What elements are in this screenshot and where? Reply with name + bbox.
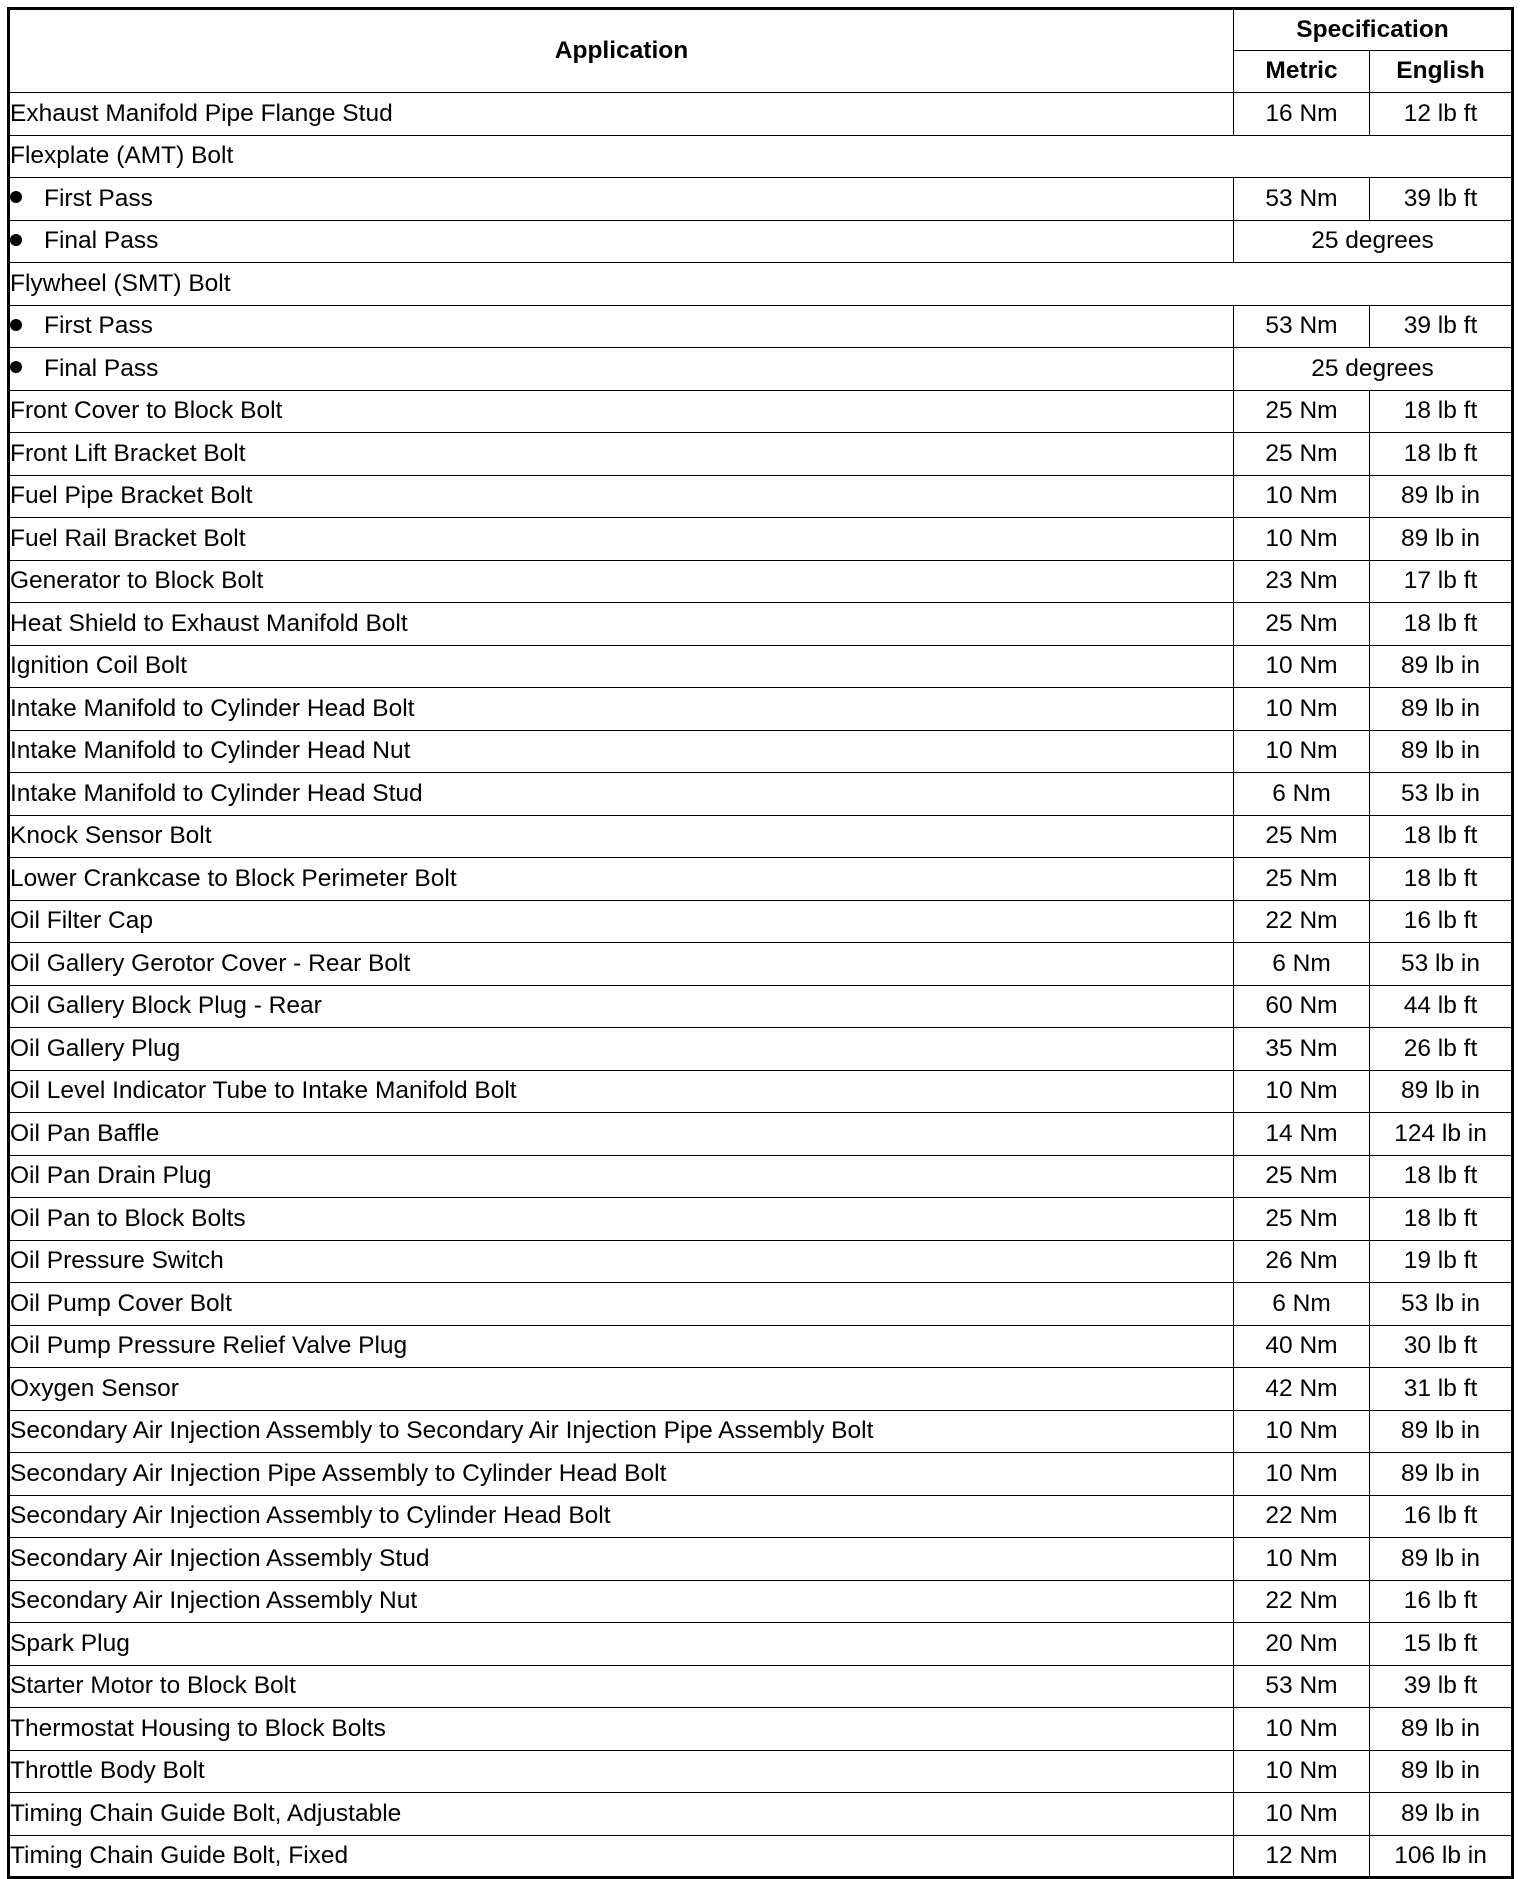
table-group-row bbox=[9, 263, 1513, 306]
application-cell bbox=[9, 1198, 1234, 1241]
application-label: Heat Shield to Exhaust Manifold Bolt bbox=[10, 609, 408, 637]
table-row bbox=[9, 1283, 1513, 1326]
metric-cell: 6 Nm bbox=[1234, 943, 1370, 986]
application-cell bbox=[9, 93, 1234, 136]
metric-cell: 14 Nm bbox=[1234, 1113, 1370, 1156]
english-cell: 30 lb ft bbox=[1370, 1325, 1513, 1368]
table-row bbox=[9, 433, 1513, 476]
english-cell: 53 lb in bbox=[1370, 773, 1513, 816]
specification-cell: 25 degrees bbox=[1234, 348, 1513, 391]
metric-cell: 10 Nm bbox=[1234, 1070, 1370, 1113]
table-row bbox=[9, 1835, 1513, 1878]
application-cell bbox=[9, 1368, 1234, 1411]
table-row bbox=[9, 688, 1513, 731]
application-label: Secondary Air Injection Assembly to Secondary Air Injection Pipe Assembly Bolt bbox=[10, 1417, 874, 1444]
application-label: Lower Crankcase to Block Perimeter Bolt bbox=[10, 864, 457, 892]
application-cell bbox=[9, 1835, 1234, 1878]
metric-cell: 25 Nm bbox=[1234, 815, 1370, 858]
application-cell bbox=[9, 560, 1234, 603]
application-label: Secondary Air Injection Assembly Nut bbox=[10, 1587, 418, 1614]
metric-cell: 10 Nm bbox=[1234, 518, 1370, 561]
specification-column-header: Specification bbox=[1234, 9, 1513, 51]
application-cell bbox=[9, 475, 1234, 518]
metric-cell: 25 Nm bbox=[1234, 858, 1370, 901]
application-cell bbox=[9, 773, 1234, 816]
table-row bbox=[9, 900, 1513, 943]
table-row bbox=[9, 220, 1513, 263]
bullet-icon bbox=[10, 319, 22, 331]
metric-cell: 53 Nm bbox=[1234, 178, 1370, 221]
application-label: Secondary Air Injection Assembly to Cylinder Head Bolt bbox=[10, 1502, 611, 1529]
english-cell: 18 lb ft bbox=[1370, 433, 1513, 476]
table-group-row bbox=[9, 135, 1513, 178]
application-label: Oil Pan to Block Bolts bbox=[10, 1204, 246, 1232]
table-row bbox=[9, 475, 1513, 518]
table-row bbox=[9, 1580, 1513, 1623]
table-row bbox=[9, 1240, 1513, 1283]
metric-cell: 22 Nm bbox=[1234, 900, 1370, 943]
english-cell: 18 lb ft bbox=[1370, 858, 1513, 901]
table-row bbox=[9, 1665, 1513, 1708]
application-cell bbox=[9, 390, 1234, 433]
application-cell: Flexplate (AMT) Bolt bbox=[9, 135, 1513, 178]
table-row bbox=[9, 730, 1513, 773]
application-label: Oil Gallery Block Plug - Rear bbox=[10, 992, 322, 1019]
metric-cell: 10 Nm bbox=[1234, 1708, 1370, 1751]
metric-cell: 35 Nm bbox=[1234, 1028, 1370, 1071]
metric-cell: 42 Nm bbox=[1234, 1368, 1370, 1411]
english-cell: 89 lb in bbox=[1370, 475, 1513, 518]
application-label: Oil Level Indicator Tube to Intake Manifold Bolt bbox=[10, 1077, 517, 1104]
application-label: Generator to Block Bolt bbox=[10, 567, 264, 594]
application-label: Fuel Pipe Bracket Bolt bbox=[10, 482, 253, 509]
english-cell: 53 lb in bbox=[1370, 943, 1513, 986]
english-cell: 18 lb ft bbox=[1370, 390, 1513, 433]
table-row bbox=[9, 348, 1513, 391]
application-cell bbox=[9, 730, 1234, 773]
english-cell: 39 lb ft bbox=[1370, 178, 1513, 221]
english-cell: 12 lb ft bbox=[1370, 93, 1513, 136]
table-row bbox=[9, 518, 1513, 561]
table-row bbox=[9, 93, 1513, 136]
metric-cell: 40 Nm bbox=[1234, 1325, 1370, 1368]
english-cell: 18 lb ft bbox=[1370, 1155, 1513, 1198]
metric-cell: 25 Nm bbox=[1234, 433, 1370, 476]
application-cell bbox=[9, 1665, 1234, 1708]
application-label: First Pass bbox=[44, 312, 153, 339]
metric-column-header: Metric bbox=[1234, 51, 1370, 93]
application-cell bbox=[9, 858, 1234, 901]
application-cell bbox=[9, 518, 1234, 561]
application-cell bbox=[9, 1580, 1234, 1623]
metric-cell: 10 Nm bbox=[1234, 1750, 1370, 1793]
bullet-icon bbox=[10, 361, 22, 373]
table-row bbox=[9, 1623, 1513, 1666]
application-column-header: Application bbox=[9, 9, 1234, 93]
application-cell bbox=[9, 1325, 1234, 1368]
application-cell bbox=[9, 688, 1234, 731]
table-row bbox=[9, 1113, 1513, 1156]
metric-cell: 25 Nm bbox=[1234, 603, 1370, 646]
english-cell: 18 lb ft bbox=[1370, 815, 1513, 858]
table-row bbox=[9, 1495, 1513, 1538]
application-label: Oil Gallery Plug bbox=[10, 1034, 181, 1062]
application-label: Throttle Body Bolt bbox=[10, 1757, 205, 1784]
metric-cell: 23 Nm bbox=[1234, 560, 1370, 603]
application-cell bbox=[9, 348, 1234, 391]
application-label: Oil Filter Cap bbox=[10, 907, 153, 934]
fastener-torque-specifications-table bbox=[7, 7, 1514, 1879]
english-cell: 31 lb ft bbox=[1370, 1368, 1513, 1411]
english-cell: 15 lb ft bbox=[1370, 1623, 1513, 1666]
table-row bbox=[9, 943, 1513, 986]
english-cell: 124 lb in bbox=[1370, 1113, 1513, 1156]
english-cell: 89 lb in bbox=[1370, 1070, 1513, 1113]
table-row bbox=[9, 305, 1513, 348]
application-cell: Flywheel (SMT) Bolt bbox=[9, 263, 1513, 306]
english-cell: 89 lb in bbox=[1370, 1410, 1513, 1453]
table-row bbox=[9, 603, 1513, 646]
english-cell: 53 lb in bbox=[1370, 1283, 1513, 1326]
table-row bbox=[9, 560, 1513, 603]
application-cell bbox=[9, 220, 1234, 263]
metric-cell: 60 Nm bbox=[1234, 985, 1370, 1028]
metric-cell: 6 Nm bbox=[1234, 1283, 1370, 1326]
english-cell: 26 lb ft bbox=[1370, 1028, 1513, 1071]
application-cell bbox=[9, 1410, 1234, 1453]
table-row bbox=[9, 1453, 1513, 1496]
application-label: Oil Pump Cover Bolt bbox=[10, 1289, 232, 1317]
bullet-icon bbox=[10, 191, 22, 203]
application-cell bbox=[9, 1240, 1234, 1283]
metric-cell: 53 Nm bbox=[1234, 305, 1370, 348]
metric-cell: 26 Nm bbox=[1234, 1240, 1370, 1283]
english-cell: 19 lb ft bbox=[1370, 1240, 1513, 1283]
application-label: Knock Sensor Bolt bbox=[10, 822, 212, 849]
metric-cell: 10 Nm bbox=[1234, 730, 1370, 773]
metric-cell: 10 Nm bbox=[1234, 475, 1370, 518]
metric-cell: 10 Nm bbox=[1234, 1793, 1370, 1836]
application-label: Intake Manifold to Cylinder Head Bolt bbox=[10, 694, 415, 722]
application-label: Front Lift Bracket Bolt bbox=[10, 439, 246, 467]
application-label: Exhaust Manifold Pipe Flange Stud bbox=[10, 99, 393, 127]
application-cell bbox=[9, 645, 1234, 688]
application-cell bbox=[9, 1453, 1234, 1496]
application-label: Spark Plug bbox=[10, 1629, 130, 1657]
application-label: Intake Manifold to Cylinder Head Nut bbox=[10, 737, 411, 764]
application-cell bbox=[9, 1623, 1234, 1666]
specification-cell: 25 degrees bbox=[1234, 220, 1513, 263]
metric-cell: 10 Nm bbox=[1234, 1453, 1370, 1496]
application-label: Final Pass bbox=[44, 227, 159, 254]
english-cell: 89 lb in bbox=[1370, 1708, 1513, 1751]
table-row bbox=[9, 1325, 1513, 1368]
english-cell: 39 lb ft bbox=[1370, 305, 1513, 348]
application-cell bbox=[9, 305, 1234, 348]
application-cell bbox=[9, 1708, 1234, 1751]
english-cell: 39 lb ft bbox=[1370, 1665, 1513, 1708]
table-body bbox=[9, 93, 1513, 1878]
application-cell bbox=[9, 1113, 1234, 1156]
application-label: Ignition Coil Bolt bbox=[10, 652, 188, 679]
application-label: Thermostat Housing to Block Bolts bbox=[10, 1714, 386, 1742]
application-label: Fuel Rail Bracket Bolt bbox=[10, 524, 246, 552]
table-row bbox=[9, 1708, 1513, 1751]
table-row bbox=[9, 1750, 1513, 1793]
metric-cell: 25 Nm bbox=[1234, 1198, 1370, 1241]
table-row bbox=[9, 1198, 1513, 1241]
english-cell: 17 lb ft bbox=[1370, 560, 1513, 603]
application-cell bbox=[9, 1538, 1234, 1581]
table-row bbox=[9, 773, 1513, 816]
metric-cell: 16 Nm bbox=[1234, 93, 1370, 136]
application-label: Oil Pressure Switch bbox=[10, 1247, 224, 1274]
table-row bbox=[9, 1070, 1513, 1113]
application-cell bbox=[9, 815, 1234, 858]
table-row bbox=[9, 1410, 1513, 1453]
application-cell bbox=[9, 1495, 1234, 1538]
application-cell bbox=[9, 603, 1234, 646]
bullet-icon bbox=[10, 234, 22, 246]
application-label: Oxygen Sensor bbox=[10, 1374, 179, 1402]
english-cell: 16 lb ft bbox=[1370, 1495, 1513, 1538]
metric-cell: 53 Nm bbox=[1234, 1665, 1370, 1708]
english-cell: 18 lb ft bbox=[1370, 1198, 1513, 1241]
metric-cell: 25 Nm bbox=[1234, 1155, 1370, 1198]
table-row bbox=[9, 1028, 1513, 1071]
table-row bbox=[9, 1793, 1513, 1836]
metric-cell: 10 Nm bbox=[1234, 688, 1370, 731]
application-label: Intake Manifold to Cylinder Head Stud bbox=[10, 779, 423, 807]
english-cell: 89 lb in bbox=[1370, 688, 1513, 731]
application-cell bbox=[9, 178, 1234, 221]
application-label: Oil Gallery Gerotor Cover - Rear Bolt bbox=[10, 949, 411, 977]
application-cell bbox=[9, 900, 1234, 943]
table-row bbox=[9, 645, 1513, 688]
application-cell bbox=[9, 943, 1234, 986]
english-cell: 18 lb ft bbox=[1370, 603, 1513, 646]
metric-cell: 10 Nm bbox=[1234, 1538, 1370, 1581]
application-cell bbox=[9, 1750, 1234, 1793]
application-cell bbox=[9, 1155, 1234, 1198]
application-label: Timing Chain Guide Bolt, Fixed bbox=[10, 1841, 349, 1869]
application-label: Oil Pan Baffle bbox=[10, 1119, 160, 1147]
english-cell: 16 lb ft bbox=[1370, 900, 1513, 943]
table-header bbox=[9, 9, 1513, 93]
english-cell: 16 lb ft bbox=[1370, 1580, 1513, 1623]
metric-cell: 25 Nm bbox=[1234, 390, 1370, 433]
table-row bbox=[9, 178, 1513, 221]
application-label: Starter Motor to Block Bolt bbox=[10, 1672, 296, 1699]
english-cell: 89 lb in bbox=[1370, 730, 1513, 773]
english-cell: 89 lb in bbox=[1370, 1750, 1513, 1793]
application-cell bbox=[9, 1793, 1234, 1836]
english-column-header: English bbox=[1370, 51, 1513, 93]
application-cell bbox=[9, 1283, 1234, 1326]
metric-cell: 22 Nm bbox=[1234, 1495, 1370, 1538]
application-cell bbox=[9, 1028, 1234, 1071]
application-label: Secondary Air Injection Pipe Assembly to Cylinder Head Bolt bbox=[10, 1459, 667, 1487]
application-label: Oil Pump Pressure Relief Valve Plug bbox=[10, 1332, 408, 1359]
application-label: Oil Pan Drain Plug bbox=[10, 1162, 212, 1189]
application-cell bbox=[9, 433, 1234, 476]
metric-cell: 6 Nm bbox=[1234, 773, 1370, 816]
table-row bbox=[9, 390, 1513, 433]
metric-cell: 10 Nm bbox=[1234, 645, 1370, 688]
english-cell: 89 lb in bbox=[1370, 1793, 1513, 1836]
table-row bbox=[9, 985, 1513, 1028]
english-cell: 89 lb in bbox=[1370, 1453, 1513, 1496]
metric-cell: 22 Nm bbox=[1234, 1580, 1370, 1623]
english-cell: 89 lb in bbox=[1370, 1538, 1513, 1581]
english-cell: 89 lb in bbox=[1370, 518, 1513, 561]
application-label: First Pass bbox=[44, 184, 153, 212]
table-row bbox=[9, 1538, 1513, 1581]
english-cell: 106 lb in bbox=[1370, 1835, 1513, 1878]
application-label: Secondary Air Injection Assembly Stud bbox=[10, 1544, 430, 1572]
application-label: Final Pass bbox=[44, 354, 159, 382]
table-row bbox=[9, 1155, 1513, 1198]
application-cell bbox=[9, 985, 1234, 1028]
metric-cell: 10 Nm bbox=[1234, 1410, 1370, 1453]
metric-cell: 12 Nm bbox=[1234, 1835, 1370, 1878]
english-cell: 44 lb ft bbox=[1370, 985, 1513, 1028]
table-row bbox=[9, 815, 1513, 858]
english-cell: 89 lb in bbox=[1370, 645, 1513, 688]
table-row bbox=[9, 1368, 1513, 1411]
application-cell bbox=[9, 1070, 1234, 1113]
metric-cell: 20 Nm bbox=[1234, 1623, 1370, 1666]
table-row bbox=[9, 858, 1513, 901]
application-label: Timing Chain Guide Bolt, Adjustable bbox=[10, 1799, 402, 1827]
application-label: Front Cover to Block Bolt bbox=[10, 397, 283, 424]
